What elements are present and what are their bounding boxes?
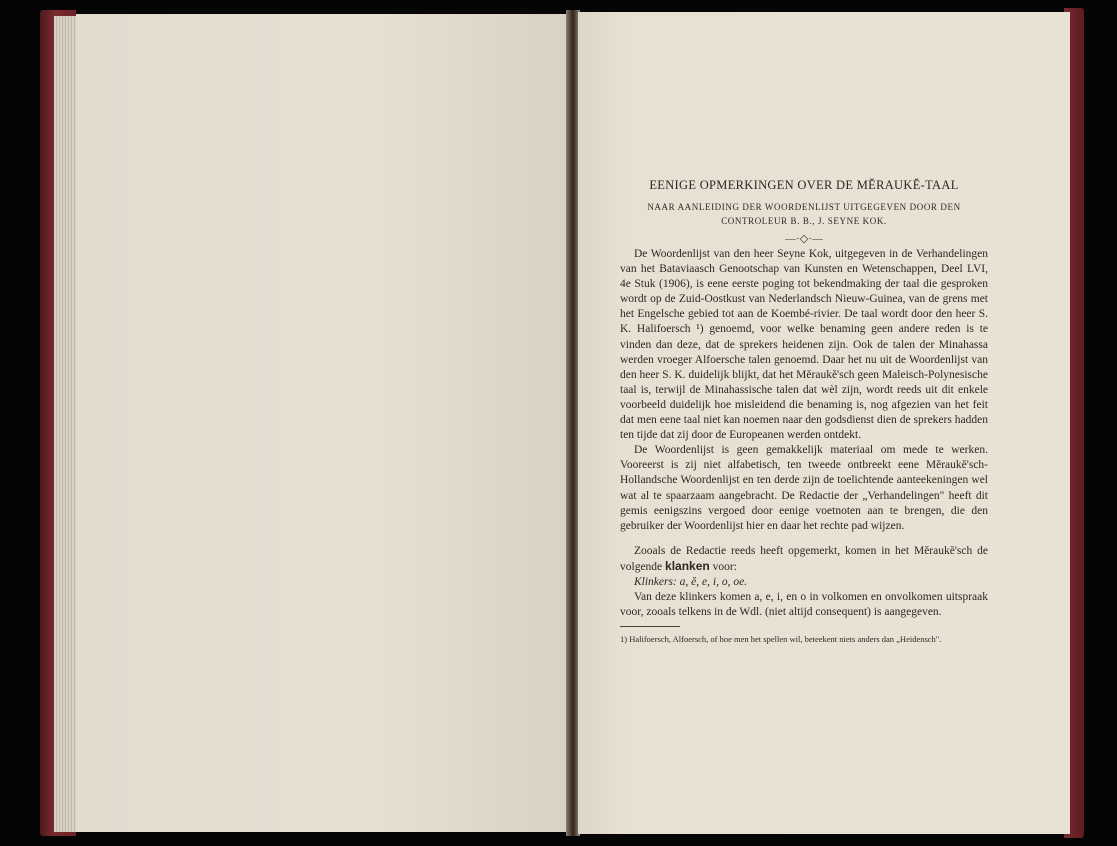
subtitle-line-1: NAAR AANLEIDING DER WOORDENLIJST UITGEGEVEN DOOR DEN — [647, 202, 961, 212]
footnote: 1) Halifoersch, Alfoersch, of hoe men het spellen wil, beteekent niets anders dan „Heidensch". — [620, 634, 942, 645]
paragraph-1: De Woordenlijst van den heer Seyne Kok, uitgegeven in de Verhandelingen van het Bataviaasch Genootschap van Kunsten en Wetenschappen, Deel LVI, 4e Stuk (1906), is eene eerste poging tot bekendmaking der taal die gesproken wordt op de Zuid-Oostkust van Nederlandsch Nieuw-Guinea, van de grens met het Engelsche gebied tot aan de Koembé-rivier. De taal wordt door den heer S. K. Halifoersch ¹) genoemd, voor welke benaming geen andere reden is te vinden dan deze, dat de sprekers heidenen zijn. Ook de talen der Minahassa werden vroeger Alfoersche talen genoemd. Daar het nu uit de Woordenlijst van den heer S. K. duidelijk blijkt, dat het Mĕraukĕ'sch geen Maleisch-Polynesische taal is, terwijl de Minahassische talen dat wèl zijn, wordt reeds uit dit enkele voorbeeld duidelijk hoe misleidend die benaming is, nog afgezien van het feit dat men eene taal niet kan noemen naar den godsdienst dien de sprekers hadden ten tijde dat zij door de Europeanen werden ontdekt. — [620, 248, 988, 442]
paragraph-3 — [620, 544, 988, 575]
klanken-emphasis: klanken — [665, 558, 710, 573]
left-page-blank — [76, 14, 568, 832]
paragraph-3-end: voor: — [709, 560, 737, 573]
ornament-divider: —·◇·— — [785, 233, 823, 245]
article-title: EENIGE OPMERKINGEN OVER DE MĔRAUKĔ-TAAL — [649, 178, 959, 192]
paragraph-4: Van deze klinkers komen a, e, i, en o in volkomen en onvolkomen uitspraak voor, zooals telkens in de Wdl. (niet altijd consequent) is aangegeven. — [620, 591, 988, 619]
paragraph-3-start: Zooals de Redactie reeds heeft opgemerkt, komen in het Mĕraukĕ'sch de volgende — [620, 544, 988, 573]
paragraph-2: De Woordenlijst is geen gemakkelijk materiaal om mede te werken. Vooreerst is zij niet alfabetisch, ten tweede ontbreekt eene Mĕraukĕ'sch-Hollandsche Woordenlijst en ten derde zijn de toelichtende aanteekeningen wel wat al te spaarzaam aangebracht. De Redactie der „Verhandelingen" heeft dit gemis eenigszins vergoed door eenige voetnoten aan te brengen, die den gebruiker der Woordenlijst hier en daar het rechte pad wijzen. — [620, 444, 988, 532]
subtitle-line-2: CONTROLEUR B. B., J. SEYNE KOK. — [721, 216, 887, 226]
klinkers-line: Klinkers: a, ĕ, e, i, o, oe. — [634, 575, 748, 588]
article-content — [620, 176, 988, 646]
footnote-rule — [620, 626, 680, 627]
article-subtitle — [620, 200, 988, 228]
